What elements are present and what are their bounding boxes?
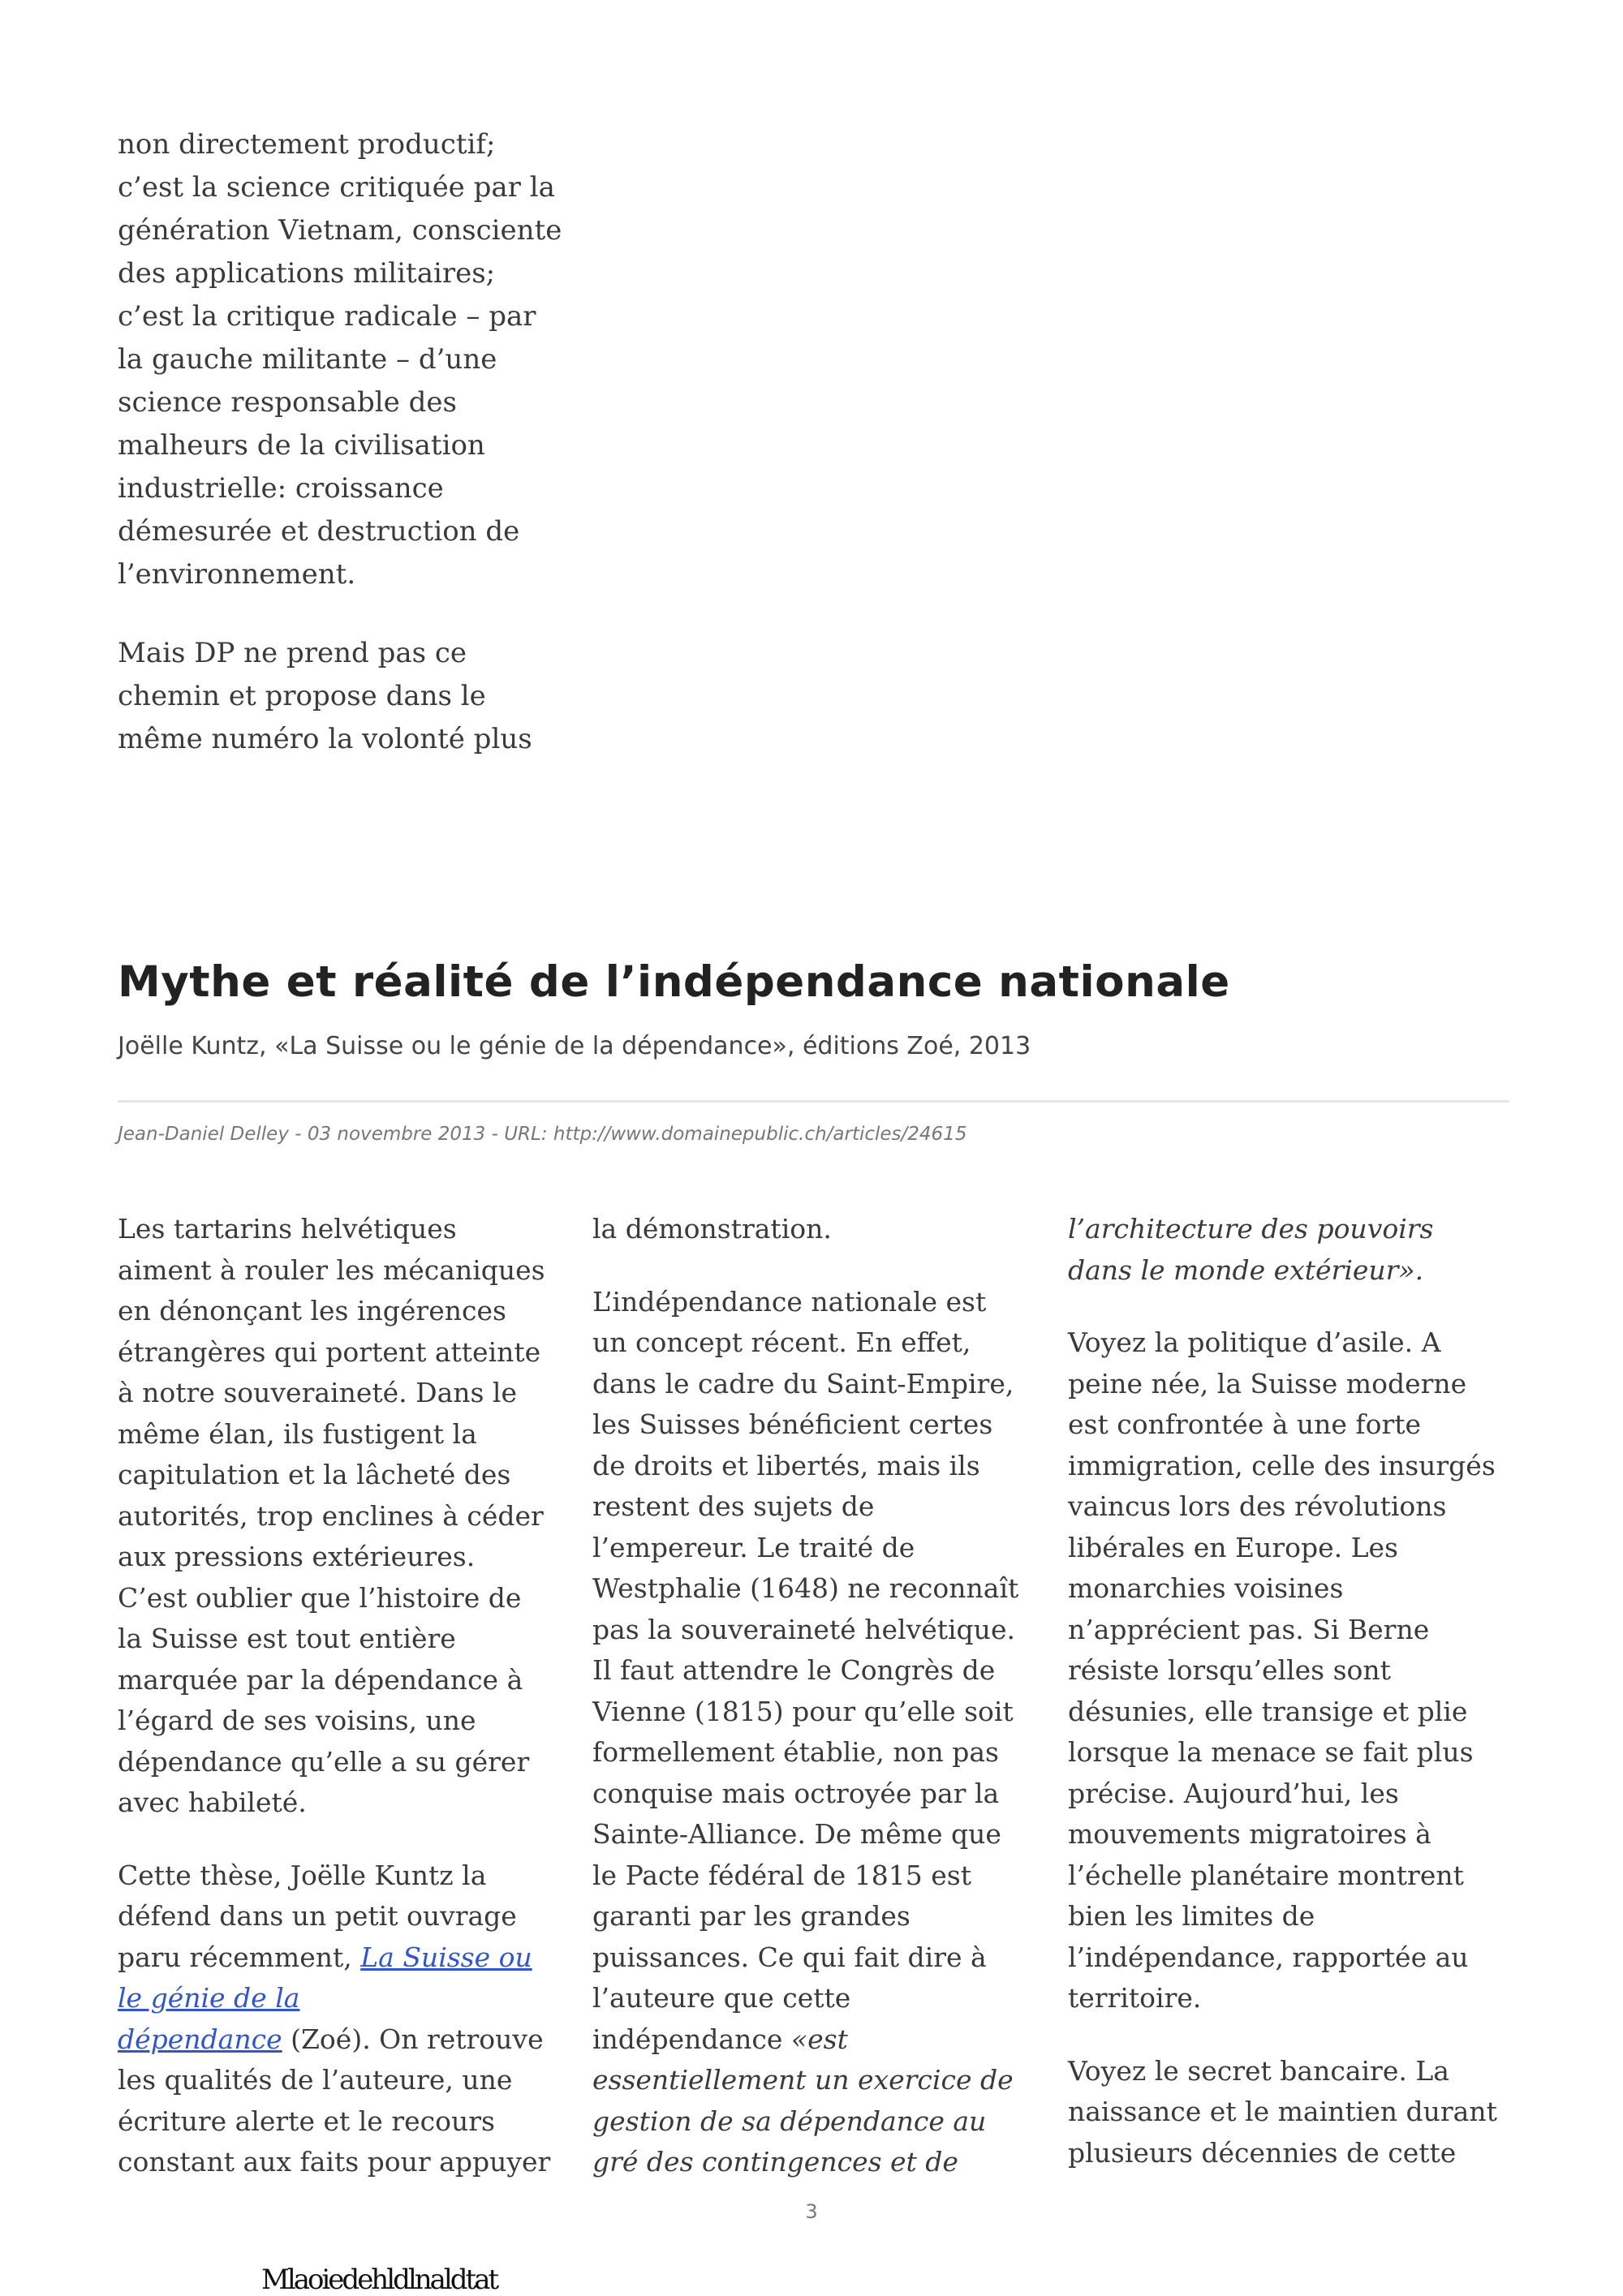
paragraph bbox=[118, 1855, 560, 2183]
quotation bbox=[1068, 1209, 1510, 1291]
paragraph: non directement productif; c’est la science critiquée par la génération Vietnam, consciente des applications militaires; c’est la critique radicale – par la gauche militante – d’une science responsable des malheurs de la civilisation industrielle: croissance démesurée et destruction de l’environnement. bbox=[118, 128, 562, 591]
paragraph-text: L’indépendance nationale est un concept récent. En effet, dans le cadre du Saint-Empire, les Suisses bénéficient certes de droits et libertés, mais ils restent des sujets de l’empereur. Le traité de Westphalie (1648) ne reconnaît pas la souveraineté helvétique. Il faut attendre le Congrès de Vienne (1815) pour qu’elle soit formellement établie, non pas conquise mais octroyée par la Sainte-Alliance. De même que le Pacte fédéral de 1815 est garanti par les grandes puissances. Ce qui fait dire à l’auteure que cette indépendance bbox=[592, 1285, 1019, 2055]
previous-article-continuation bbox=[118, 123, 572, 797]
quotation-text: l’architecture des pouvoirs dans le monde extérieur». bbox=[1068, 1213, 1434, 1286]
page-number: 3 bbox=[805, 2200, 818, 2223]
paragraph-text: Cette thèse, Joëlle Kuntz la défend dans un petit ouvrage paru récemment, bbox=[118, 1859, 517, 1973]
article-column-1 bbox=[118, 1209, 560, 2215]
paragraph bbox=[592, 1282, 1035, 2183]
paragraph: Voyez la politique d’asile. A peine née, la Suisse moderne est confrontée à une forte immigration, celle des insurgés vaincus lors des révolutions libérales en Europe. Les monarchies voisines n’apprécient pas. Si Berne résiste lorsqu’elles sont désunies, elle transige et plie lorsque la menace se fait plus précise. Aujourd’hui, les mouvements migratoires à l’échelle planétaire montrent bien les limites de l’indépendance, rapportée au territoire. bbox=[1068, 1326, 1496, 2014]
article-subtitle: Joëlle Kuntz, «La Suisse ou le génie de la dépendance», éditions Zoé, 2013 bbox=[118, 1032, 1031, 1060]
divider bbox=[118, 1100, 1509, 1103]
paragraph: Mais DP ne prend pas ce chemin et propose dans le même numéro la volonté plus bbox=[118, 637, 532, 755]
paragraph: Les tartarins helvétiques aiment à rouler les mécaniques en dénonçant les ingérences étrangères qui portent atteinte à notre souveraineté. Dans le même élan, ils fustigent la capitulation et la lâcheté des autorités, trop enclines à céder aux pressions extérieures. C’est oublier que l’histoire de la Suisse est tout entière marquée par la dépendance à l’égard de ses voisins, une dépendance qu’elle a su gérer avec habileté. bbox=[118, 1213, 545, 1818]
overprinted-text: Mlaoiedehldlnaldtat bbox=[261, 2264, 497, 2296]
article-column-3 bbox=[1068, 1209, 1510, 2205]
article-column-2 bbox=[592, 1209, 1035, 2215]
article-meta: Jean-Daniel Delley - 03 novembre 2013 - URL: http://www.domainepublic.ch/articles/24615 bbox=[118, 1124, 967, 1145]
paragraph: la démonstration. bbox=[592, 1213, 832, 1245]
article-title: Mythe et réalité de l’indépendance nationale bbox=[118, 957, 1230, 1007]
book-title-link[interactable]: La Suisse ou le génie de la dépendance bbox=[118, 1941, 532, 2055]
quotation: «est essentiellement un exercice de gestion de sa dépendance au gré des contingences et de bbox=[592, 2023, 1014, 2178]
paragraph: Voyez le secret bancaire. La naissance et le maintien durant plusieurs décennies de cette bbox=[1068, 2054, 1497, 2169]
paragraph-text: (Zoé). On retrouve les qualités de l’auteure, une écriture alerte et le recours constant aux faits pour appuyer bbox=[118, 2023, 551, 2178]
